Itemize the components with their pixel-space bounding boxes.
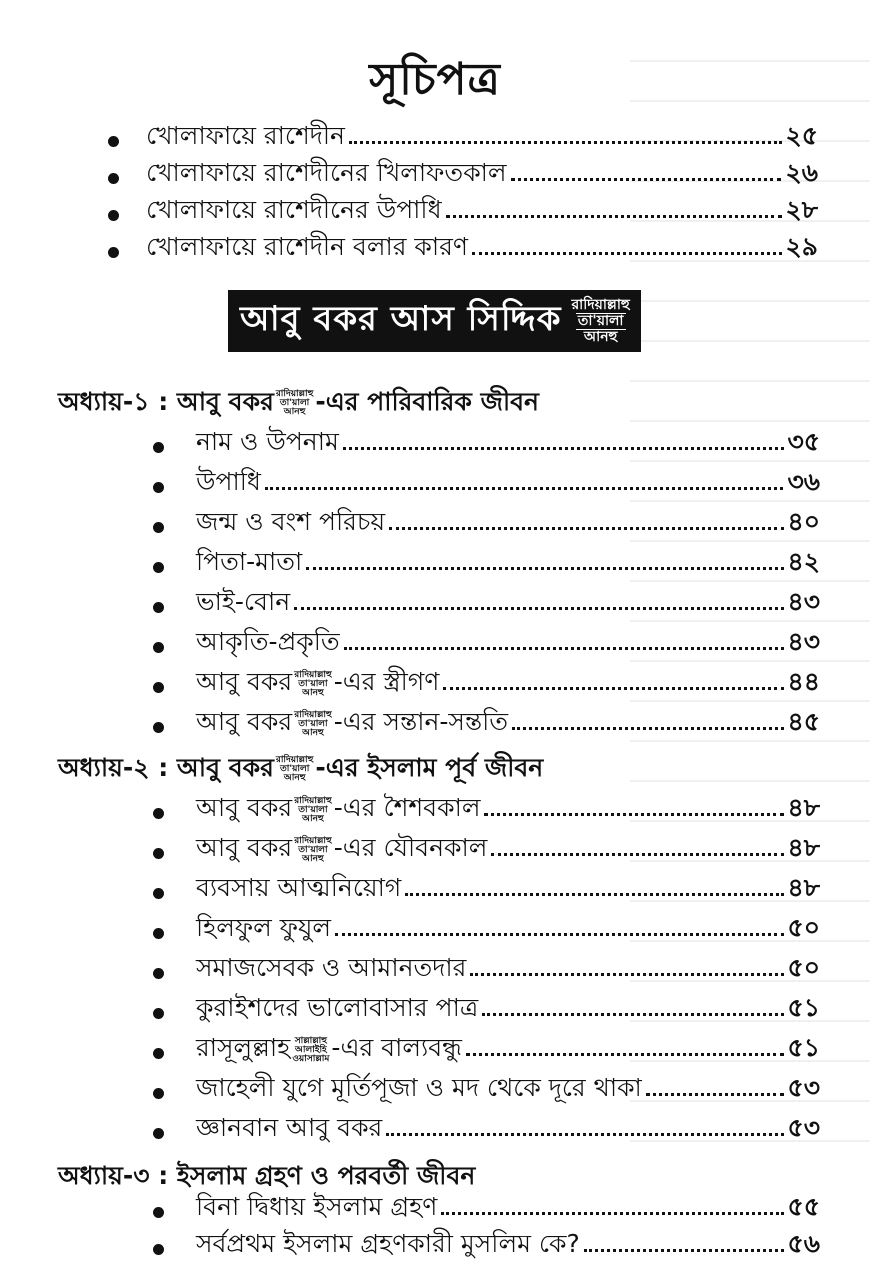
bullet-icon: [153, 1244, 164, 1255]
bullet-icon: [153, 522, 164, 533]
chapter-suffix: -এর ইসলাম পূর্ব জীবন: [315, 753, 544, 782]
dot-leader: [306, 567, 783, 570]
toc-entry[interactable]: [196, 952, 820, 984]
chapter-heading[interactable]: [58, 382, 539, 425]
entry-label: আবু বকর: [196, 833, 293, 862]
dot-leader: [446, 215, 782, 218]
toc-entry[interactable]: [196, 546, 820, 578]
dot-leader: [441, 1212, 783, 1215]
toc-entry[interactable]: [196, 1072, 820, 1104]
bullet-icon: [108, 136, 119, 147]
entry-page: ৫৩: [787, 1073, 820, 1102]
chapter-suffix: -এর পারিবারিক জীবন: [315, 387, 539, 416]
entry-page: ৪৫: [787, 707, 820, 736]
bullet-icon: [153, 602, 164, 613]
dot-leader: [389, 527, 783, 530]
toc-entry[interactable]: [196, 426, 820, 458]
entry-label-suffix: -এর সন্তান-সন্ততি: [333, 707, 509, 736]
bullet-icon: [153, 722, 164, 733]
dot-leader: [511, 178, 782, 181]
bullet-icon: [153, 1207, 164, 1218]
entry-label-suffix: -এর স্ত্রীগণ: [333, 667, 440, 696]
entry-label: আকৃতি-প্রকৃতি: [196, 627, 340, 656]
entry-page: ২৮: [785, 195, 818, 224]
bullet-icon: [108, 173, 119, 184]
entry-label: রাসূলুল্লাহ: [196, 1033, 291, 1062]
dot-leader: [349, 141, 782, 144]
bullet-icon: [153, 928, 164, 939]
dot-leader: [484, 813, 783, 816]
entry-label: কুরাইশদের ভালোবাসার পাত্র: [196, 993, 479, 1022]
bullet-icon: [108, 210, 119, 221]
entry-label: সমাজসেবক ও আমানতদার: [196, 953, 467, 982]
bullet-icon: [153, 888, 164, 899]
dot-leader: [343, 447, 784, 450]
toc-entry[interactable]: [196, 1228, 820, 1260]
dot-leader: [646, 1093, 784, 1096]
entry-page: ৪৩: [787, 627, 820, 656]
entry-label: খোলাফায়ে রাশেদীন: [146, 121, 345, 150]
entry-label: জন্ম ও বংশ পরিচয়: [196, 507, 386, 536]
honorific-icon: রাদিয়াল্লাহু তা'য়ালা আনহু: [294, 670, 332, 698]
bullet-icon: [153, 442, 164, 453]
entry-label: খোলাফায়ে রাশেদীনের উপাধি: [146, 195, 442, 224]
entry-page: ৪৮: [787, 833, 820, 862]
entry-page: ২৯: [785, 232, 818, 261]
toc-entry[interactable]: [196, 832, 820, 864]
bullet-icon: [153, 1088, 164, 1099]
dot-leader: [335, 933, 783, 936]
entry-page: ৫৩: [787, 1113, 820, 1142]
chapter-prefix: অধ্যায়-২ : আবু বকর: [58, 753, 274, 782]
bullet-icon: [108, 247, 119, 258]
chapter-prefix: অধ্যায়-৩ : ইসলাম গ্রহণ ও পরবর্তী জীবন: [58, 1161, 476, 1190]
honorific-icon: রাদিয়াল্লাহু তা'য়ালা আনহু: [294, 836, 332, 864]
entry-page: ৪৮: [787, 793, 820, 822]
entry-label: সর্বপ্রথম ইসলাম গ্রহণকারী মুসলিম কে?: [196, 1229, 580, 1258]
bullet-icon: [153, 848, 164, 859]
toc-entry[interactable]: [196, 912, 820, 944]
chapter-prefix: অধ্যায়-১ : আবু বকর: [58, 387, 274, 416]
dot-leader: [472, 252, 781, 255]
bullet-icon: [153, 808, 164, 819]
toc-entry[interactable]: [196, 1112, 820, 1144]
dot-leader: [466, 1053, 784, 1056]
entry-page: ২৫: [785, 121, 818, 150]
bullet-icon: [153, 968, 164, 979]
entry-label: খোলাফায়ে রাশেদীনের খিলাফতকাল: [146, 158, 507, 187]
entry-page: ৫০: [787, 953, 820, 982]
entry-label: জ্ঞানবান আবু বকর: [196, 1113, 383, 1142]
toc-entry[interactable]: [196, 1191, 820, 1223]
honorific-icon: রাদিয়াল্লাহু তা'য়ালা আনহু: [275, 389, 314, 417]
honorific-icon: রাদিয়াল্লাহু তা'য়ালা আনহু: [294, 710, 332, 738]
dot-leader: [344, 647, 784, 650]
entry-label: ভাই-বোন: [196, 587, 291, 616]
bullet-icon: [153, 482, 164, 493]
toc-entry[interactable]: [196, 466, 820, 498]
entry-page: ২৬: [785, 158, 818, 187]
dot-leader: [443, 687, 783, 690]
honorific-icon: রাদিয়াল্লাহু তা'য়ালা আনহু: [294, 796, 332, 824]
entry-label: আবু বকর: [196, 707, 293, 736]
dot-leader: [265, 487, 784, 490]
dot-leader: [584, 1249, 784, 1252]
entry-label: বিনা দ্বিধায় ইসলাম গ্রহণ: [196, 1192, 438, 1221]
toc-entry[interactable]: [196, 992, 820, 1024]
bullet-icon: [153, 1048, 164, 1059]
entry-page: ৫৫: [787, 1192, 820, 1221]
toc-entry[interactable]: [196, 706, 820, 738]
entry-label-suffix: -এর বাল্যবন্ধু: [331, 1033, 462, 1062]
dot-leader: [512, 727, 783, 730]
toc-entry[interactable]: [146, 157, 818, 189]
section-banner: [228, 290, 641, 352]
dot-leader: [482, 1013, 783, 1016]
toc-entry[interactable]: [146, 120, 818, 152]
entry-label-suffix: -এর শৈশবকাল: [333, 793, 481, 822]
entry-label: আবু বকর: [196, 667, 293, 696]
entry-page: ৩৬: [787, 467, 820, 496]
entry-label: হিলফুল ফুযুল: [196, 913, 332, 942]
entry-page: ৫০: [787, 913, 820, 942]
chapter-heading[interactable]: [58, 748, 543, 791]
toc-entry[interactable]: [196, 1032, 820, 1064]
entry-page: ৩৫: [787, 427, 820, 456]
bullet-icon: [153, 1008, 164, 1019]
entry-label: ব্যবসায় আত্মনিয়োগ: [196, 873, 402, 902]
entry-label: আবু বকর: [196, 793, 293, 822]
honorific-icon: সাল্লাল্লাহু আলাইহি ওয়াসাল্লাম: [292, 1036, 330, 1064]
entry-label: খোলাফায়ে রাশেদীন বলার কারণ: [146, 232, 469, 261]
dot-leader: [294, 607, 783, 610]
entry-page: ৪৮: [787, 873, 820, 902]
entry-label: জাহেলী যুগে মূর্তিপূজা ও মদ থেকে দূরে থাকা: [196, 1073, 642, 1102]
entry-page: ৪৪: [787, 667, 820, 696]
banner-title: আবু বকর আস সিদ্দিক: [240, 298, 562, 339]
honorific-calligraphy: রাদিয়াল্লাহু তা'য়ালা আনহু: [571, 296, 630, 345]
entry-label: পিতা-মাতা: [196, 547, 303, 576]
entry-label-suffix: -এর যৌবনকাল: [333, 833, 488, 862]
bullet-icon: [153, 642, 164, 653]
entry-page: ৫১: [787, 1033, 820, 1062]
dot-leader: [386, 1133, 783, 1136]
entry-label: নাম ও উপনাম: [196, 427, 339, 456]
entry-page: ৪৩: [787, 587, 820, 616]
toc-entry[interactable]: [196, 666, 820, 698]
toc-entry[interactable]: [196, 586, 820, 618]
bullet-icon: [153, 1128, 164, 1139]
toc-entry[interactable]: [196, 506, 820, 538]
entry-page: ৪০: [787, 507, 820, 536]
entry-page: ৫৬: [787, 1229, 820, 1258]
entry-page: ৫১: [787, 993, 820, 1022]
honorific-icon: রাদিয়াল্লাহু তা'য়ালা আনহু: [275, 755, 314, 783]
toc-entry[interactable]: [196, 872, 820, 904]
dot-leader: [470, 973, 783, 976]
dot-leader: [491, 853, 783, 856]
bullet-icon: [153, 562, 164, 573]
entry-label: উপাধি: [196, 467, 261, 496]
toc-entry[interactable]: [146, 231, 818, 263]
entry-page: ৪২: [787, 547, 820, 576]
toc-entry[interactable]: [146, 194, 818, 226]
page-title: সূচিপত্র: [369, 54, 501, 105]
toc-entry[interactable]: [196, 626, 820, 658]
dot-leader: [405, 893, 783, 896]
bullet-icon: [153, 682, 164, 693]
toc-entry[interactable]: [196, 792, 820, 824]
